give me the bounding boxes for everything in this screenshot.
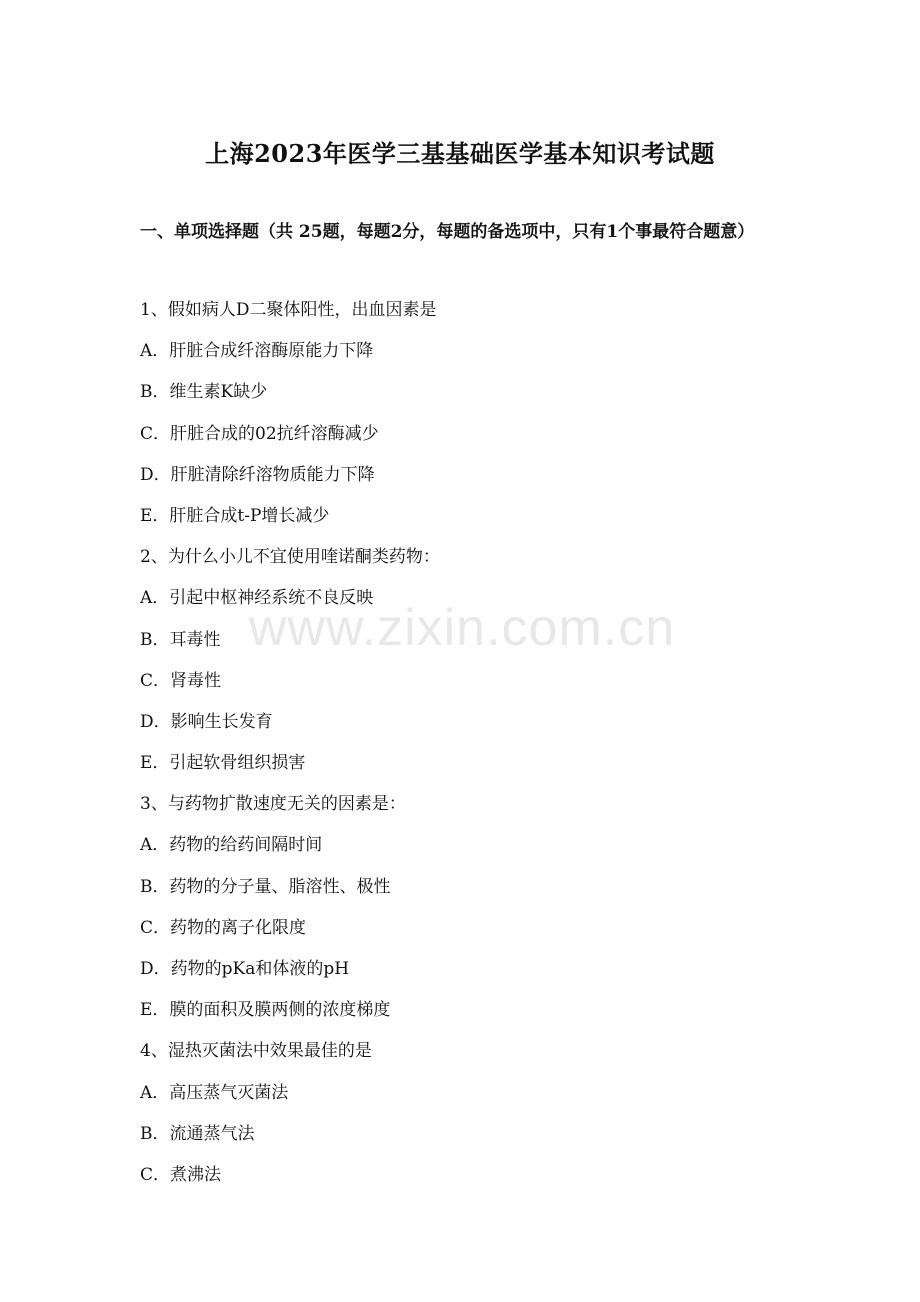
option-3e: E．膜的面积及膜两侧的浓度梯度 <box>140 1000 391 1021</box>
option-1e: E．肝脏合成t-P增长减少 <box>140 505 330 526</box>
option-2c: C．肾毒性 <box>140 670 222 691</box>
question-1: 1、假如病人D二聚体阳性，出血因素是 <box>140 300 437 320</box>
option-4c: C．煮沸法 <box>140 1164 222 1185</box>
question-4: 4、湿热灭菌法中效果最佳的是 <box>140 1041 372 1062</box>
option-4a: A．高压蒸气灭菌法 <box>140 1082 289 1103</box>
option-2d: D．影响生长发育 <box>140 711 273 732</box>
option-1b: B．维生素K缺少 <box>140 382 268 403</box>
option-3c: C．药物的离子化限度 <box>140 917 307 938</box>
question-3: 3、与药物扩散速度无关的因素是： <box>140 794 406 815</box>
option-4b: B．流通蒸气法 <box>140 1123 255 1144</box>
option-2b: B．耳毒性 <box>140 629 221 650</box>
option-1d: D．肝脏清除纤溶物质能力下降 <box>140 464 375 485</box>
option-1a: A．肝脏合成纤溶酶原能力下降 <box>140 341 374 362</box>
watermark: www.zixin.com.cn <box>248 599 676 657</box>
section-heading: 一、单项选择题（共 25题，每题2分，每题的备选项中，只有1个事最符合题意） <box>140 222 755 242</box>
question-list <box>140 290 800 1196</box>
option-2a: A．引起中枢神经系统不良反映 <box>140 588 374 609</box>
option-1c: C．肝脏合成的02抗纤溶酶减少 <box>140 423 379 444</box>
option-2e: E．引起软骨组织损害 <box>140 753 306 774</box>
option-3d: D．药物的pKa和体液的pH <box>140 959 350 979</box>
option-3b: B．药物的分子量、脂溶性、极性 <box>140 876 391 897</box>
option-3a: A．药物的给药间隔时间 <box>140 835 323 856</box>
page-title: 上海2023年医学三基基础医学基本知识考试题 <box>205 139 715 168</box>
question-2: 2、为什么小儿不宜使用喹诺酮类药物： <box>140 547 440 568</box>
